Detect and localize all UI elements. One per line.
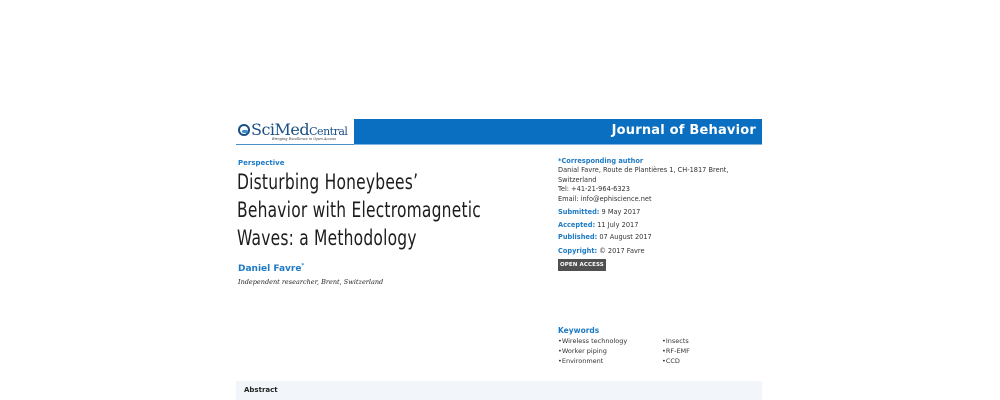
header-rule [236,144,354,145]
journal-banner [354,119,762,145]
abstract-section [236,381,762,400]
title-line: Disturbing Honeybees’ [237,170,419,195]
corresponding-email[interactable]: Email: info@ephiscience.net [558,194,652,203]
published-date: Published: 07 August 2017 [558,233,652,241]
corresponding-address: Danial Favre, Route de Plantières 1, CH-1817 Brent, [558,166,729,174]
title-line: Behavior with Electromagnetic [237,198,481,223]
accepted-date: Accepted: 11 July 2017 [558,220,639,229]
corresponding-author-label: *Corresponding author [558,157,644,165]
logo-tagline: Bringing Excellence in Open Access [272,137,336,141]
corresponding-mark: * [301,263,305,269]
keyword-item: • CCD [662,356,762,366]
logo-wordmark: SciMedCentral [238,120,347,139]
article-type: Perspective [238,159,285,167]
abstract-heading: Abstract [244,386,278,394]
keyword-item: • Worker piping [558,346,662,356]
article-title [237,169,539,253]
corresponding-phone: Tel: +41-21-964-6323 [558,185,630,193]
author-name: Daniel Favre* [238,263,305,274]
corresponding-address-country: Switzerland [558,175,597,184]
keywords-list [558,336,762,366]
keyword-item: • Environment [558,356,662,366]
submitted-date: Submitted: 9 May 2017 [558,208,641,216]
keywords-section [558,326,762,366]
article-first-page [236,119,762,400]
article-metadata [558,157,762,271]
keyword-item: • Insects [662,336,762,346]
scimedcentral-logo [236,119,350,145]
open-access-badge: OPEN ACCESS [558,259,606,271]
journal-title: Journal of Behavior [611,123,756,138]
author-affiliation: Independent researcher, Brent, Switzerland [238,278,384,286]
keywords-title: Keywords [558,326,600,335]
title-line: Waves: a Methodology [237,226,417,251]
copyright: Copyright: © 2017 Favre [558,247,645,255]
keyword-item: • Wireless technology [558,336,662,346]
keyword-item: • RF-EMF [662,346,762,356]
logo-swirl-icon [238,124,250,136]
